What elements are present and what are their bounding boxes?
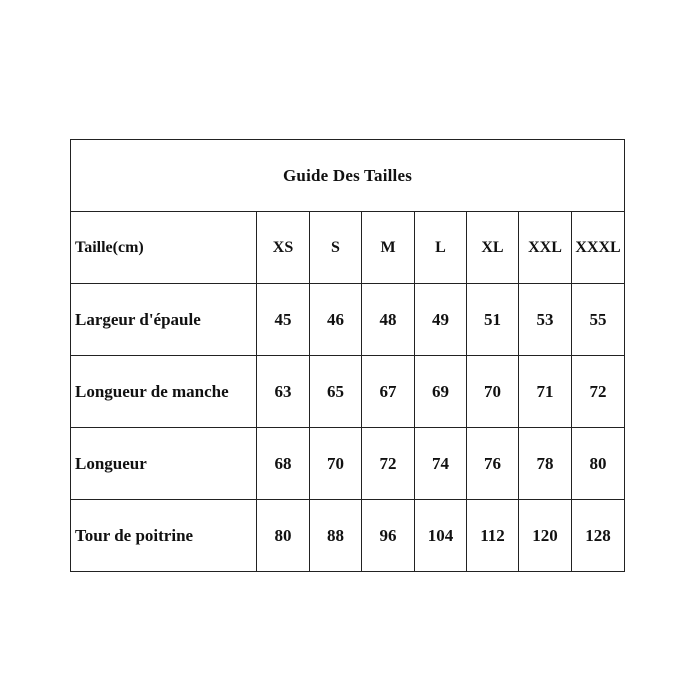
table-cell: 96 <box>362 500 415 572</box>
table-cell: 104 <box>415 500 467 572</box>
table-cell: 128 <box>572 500 625 572</box>
table-cell: 65 <box>310 356 362 428</box>
table-cell: 69 <box>415 356 467 428</box>
title-row <box>71 140 625 212</box>
table-row-chest <box>71 500 625 572</box>
row-label: Longueur <box>71 428 257 500</box>
table-cell: 53 <box>519 284 572 356</box>
table-cell: 51 <box>467 284 519 356</box>
size-header-label: Taille(cm) <box>71 212 257 284</box>
table-cell: 78 <box>519 428 572 500</box>
table-title: Guide Des Tailles <box>71 140 625 212</box>
size-guide-table <box>70 139 625 572</box>
row-label: Longueur de manche <box>71 356 257 428</box>
table-cell: 112 <box>467 500 519 572</box>
row-label: Tour de poitrine <box>71 500 257 572</box>
table-cell: 55 <box>572 284 625 356</box>
size-header-s: S <box>310 212 362 284</box>
size-header-row <box>71 212 625 284</box>
table-cell: 45 <box>257 284 310 356</box>
row-label: Largeur d'épaule <box>71 284 257 356</box>
table-cell: 80 <box>572 428 625 500</box>
table-cell: 76 <box>467 428 519 500</box>
table-cell: 72 <box>572 356 625 428</box>
table-row-shoulder-width <box>71 284 625 356</box>
table-cell: 71 <box>519 356 572 428</box>
table-cell: 74 <box>415 428 467 500</box>
size-header-xxl: XXL <box>519 212 572 284</box>
table-cell: 67 <box>362 356 415 428</box>
table-cell: 72 <box>362 428 415 500</box>
table-row-sleeve-length <box>71 356 625 428</box>
table-cell: 48 <box>362 284 415 356</box>
table-cell: 120 <box>519 500 572 572</box>
table-cell: 88 <box>310 500 362 572</box>
size-header-xs: XS <box>257 212 310 284</box>
table-row-length <box>71 428 625 500</box>
table-cell: 70 <box>467 356 519 428</box>
size-header-l: L <box>415 212 467 284</box>
table-cell: 80 <box>257 500 310 572</box>
table-cell: 70 <box>310 428 362 500</box>
size-header-xl: XL <box>467 212 519 284</box>
table-cell: 49 <box>415 284 467 356</box>
table-cell: 63 <box>257 356 310 428</box>
size-header-xxxl: XXXL <box>572 212 625 284</box>
table-cell: 46 <box>310 284 362 356</box>
table-cell: 68 <box>257 428 310 500</box>
size-header-m: M <box>362 212 415 284</box>
